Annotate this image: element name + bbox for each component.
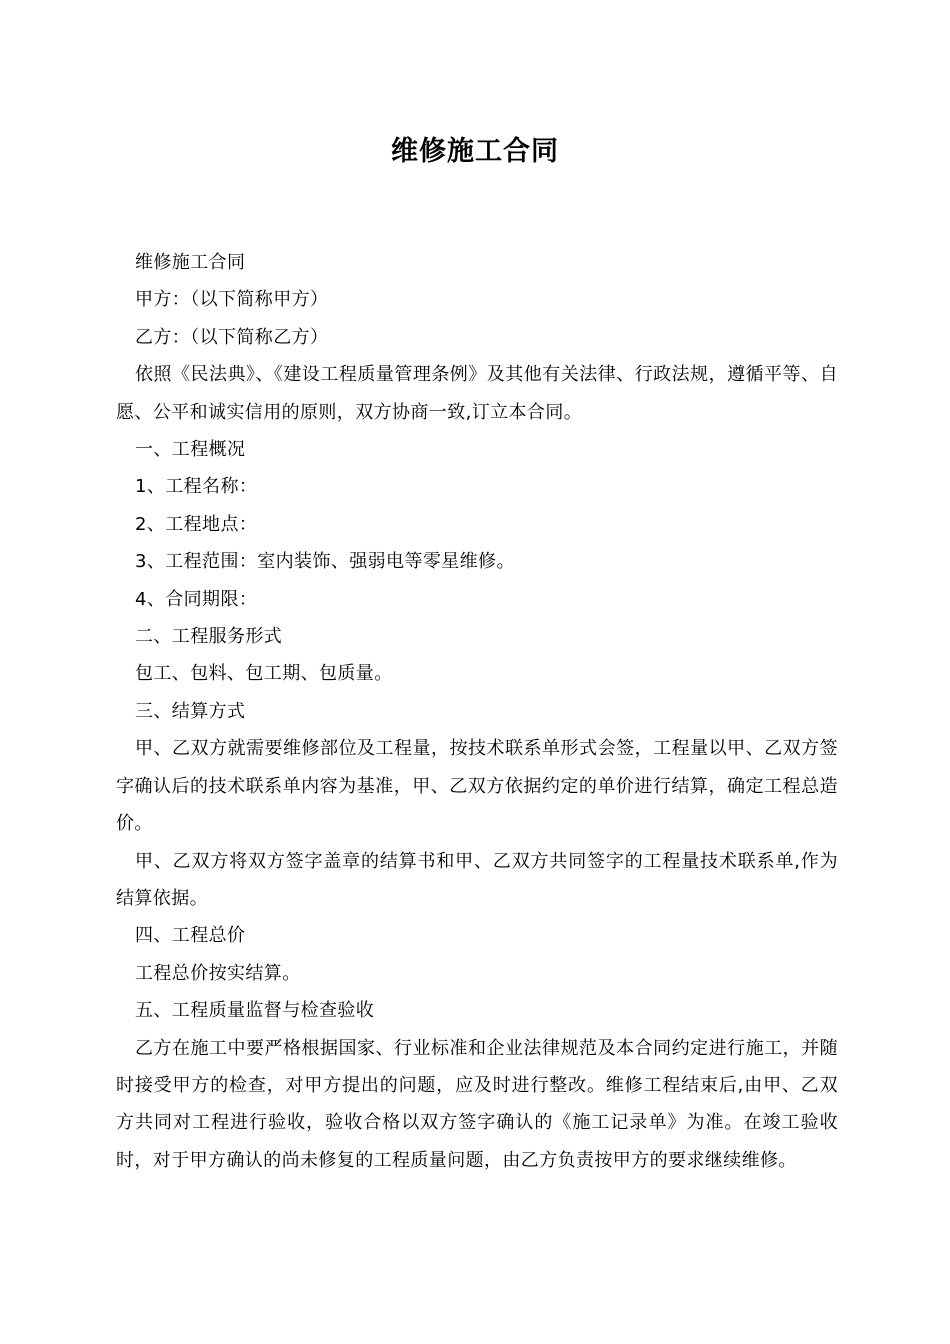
project-location-line: 2、工程地点： [135,513,258,535]
section-heading-quality: 五、工程质量监督与检查验收 [135,1000,375,1022]
total-price-paragraph: 工程总价按实结算。 [135,962,301,984]
service-form-paragraph: 包工、包料、包工期、包质量。 [135,663,393,685]
party-a-line: 甲方：（以下简称甲方） [135,289,329,311]
section-heading-service-form: 二、工程服务形式 [135,626,283,648]
legal-basis-paragraph: 依照《民法典》、《建设工程质量管理条例》及其他有关法律、行政法规，遵循平等、自愿、公平和诚实信用的原则，双方协商一致,订立本合同。 [116,364,838,423]
quality-paragraph: 乙方在施工中要严格根据国家、行业标准和企业法律规范及本合同约定进行施工，并随时接受甲方的检查，对甲方提出的问题，应及时进行整改。维修工程结束后,由甲、乙双方共同对工程进行验收，验收合格以双方签字确认的《施工记录单》为准。在竣工验收时，对于甲方确认的尚未修复的工程质量问题，由乙方负责按甲方的要求继续维修。 [116,1037,838,1171]
document-title: 维修施工合同 [391,136,559,167]
project-scope-line: 3、工程范围：室内装饰、强弱电等零星维修。 [135,551,515,573]
settlement-paragraph-2: 甲、乙双方将双方签字盖章的结算书和甲、乙双方共同签字的工程量技术联系单,作为结算依据。 [116,850,838,909]
section-heading-settlement: 三、结算方式 [135,700,246,722]
section-heading-total-price: 四、工程总价 [135,925,246,947]
party-b-line: 乙方：（以下简称乙方） [135,326,329,348]
section-heading-overview: 一、工程概况 [135,439,246,461]
project-name-line: 1、工程名称： [135,476,258,498]
document-body [116,244,838,1179]
paragraph-heading-repeat: 维修施工合同 [135,252,246,273]
settlement-paragraph-1: 甲、乙双方就需要维修部位及工程量，按技术联系单形式会签，工程量以甲、乙双方签字确认后的技术联系单内容为基准，甲、乙双方依据约定的单价进行结算，确定工程总造价。 [116,738,838,835]
contract-term-line: 4、合同期限： [135,588,258,610]
